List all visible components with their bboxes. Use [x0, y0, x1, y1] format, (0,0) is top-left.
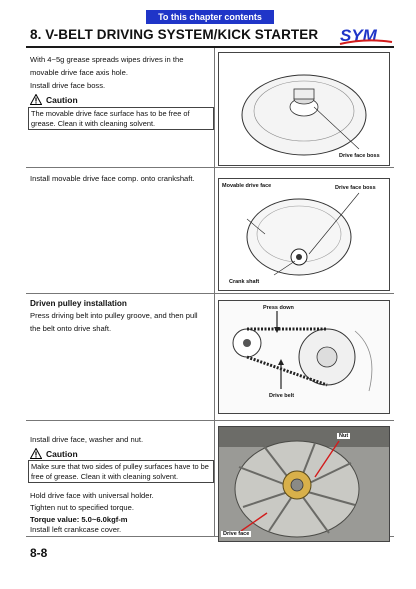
figure-label: Nut	[339, 433, 349, 439]
page-number: 8-8	[30, 546, 48, 560]
figure-label: Crank shaft	[229, 279, 260, 285]
instruction-text: Install drive face, washer and nut.	[30, 435, 144, 444]
column-divider	[214, 48, 215, 536]
caution-label: Caution	[46, 94, 78, 105]
section-divider	[26, 293, 394, 294]
caution-box: The movable drive face surface has to be free of grease. Clean it with cleaning solvent.	[28, 107, 214, 130]
chapter-contents-link[interactable]: To this chapter contents	[146, 10, 274, 24]
figure-label: Drive face boss	[335, 185, 376, 191]
figure-label: Movable drive face	[222, 183, 272, 189]
section-heading: Driven pulley installation	[30, 299, 127, 308]
page-title: 8. V-BELT DRIVING SYSTEM/KICK STARTER	[30, 27, 319, 42]
movable-drive-face-illustration	[219, 179, 389, 290]
figure-drive-face-boss	[218, 52, 390, 166]
figure-label: Drive face boss	[339, 153, 380, 159]
section-divider	[26, 420, 394, 421]
instruction-text: movable drive face axis hole.	[30, 68, 128, 77]
warning-icon	[30, 94, 42, 105]
caution-box: Make sure that two sides of pulley surfaces have to be free of grease. Clean it with cleaning solvent.	[28, 460, 214, 483]
sym-logo	[338, 24, 394, 46]
instruction-text: Install drive face boss.	[30, 81, 106, 90]
svg-text:SYM: SYM	[340, 26, 377, 45]
instruction-text: Install movable drive face comp. onto crankshaft.	[30, 174, 195, 183]
caution-heading	[30, 94, 78, 105]
figure-drive-face-nut	[218, 426, 390, 542]
caution-label: Caution	[46, 448, 78, 459]
caution-heading	[30, 448, 78, 459]
driven-pulley-illustration	[219, 301, 389, 413]
figure-label: Drive belt	[269, 393, 295, 399]
instruction-text: Tighten nut to specified torque.	[30, 503, 134, 512]
figure-label: Press down	[263, 305, 294, 311]
section-divider	[26, 167, 394, 168]
instruction-text: the belt onto drive shaft.	[30, 324, 112, 333]
warning-icon	[30, 448, 42, 459]
instruction-text: With 4~5g grease spreads wipes drives in the	[30, 55, 184, 64]
figure-label: Drive face	[223, 531, 250, 537]
figure-driven-pulley	[218, 300, 390, 414]
drive-face-photo-illustration	[219, 427, 389, 541]
instruction-text: Press driving belt into pulley groove, and then pull	[30, 311, 198, 320]
figure-movable-drive-face	[218, 178, 390, 291]
torque-value: Torque value: 5.0~6.0kgf-m	[30, 515, 128, 524]
instruction-text: Install left crankcase cover.	[30, 525, 122, 534]
drive-face-illustration	[219, 53, 389, 165]
instruction-text: Hold drive face with universal holder.	[30, 491, 154, 500]
title-rule	[26, 46, 394, 48]
